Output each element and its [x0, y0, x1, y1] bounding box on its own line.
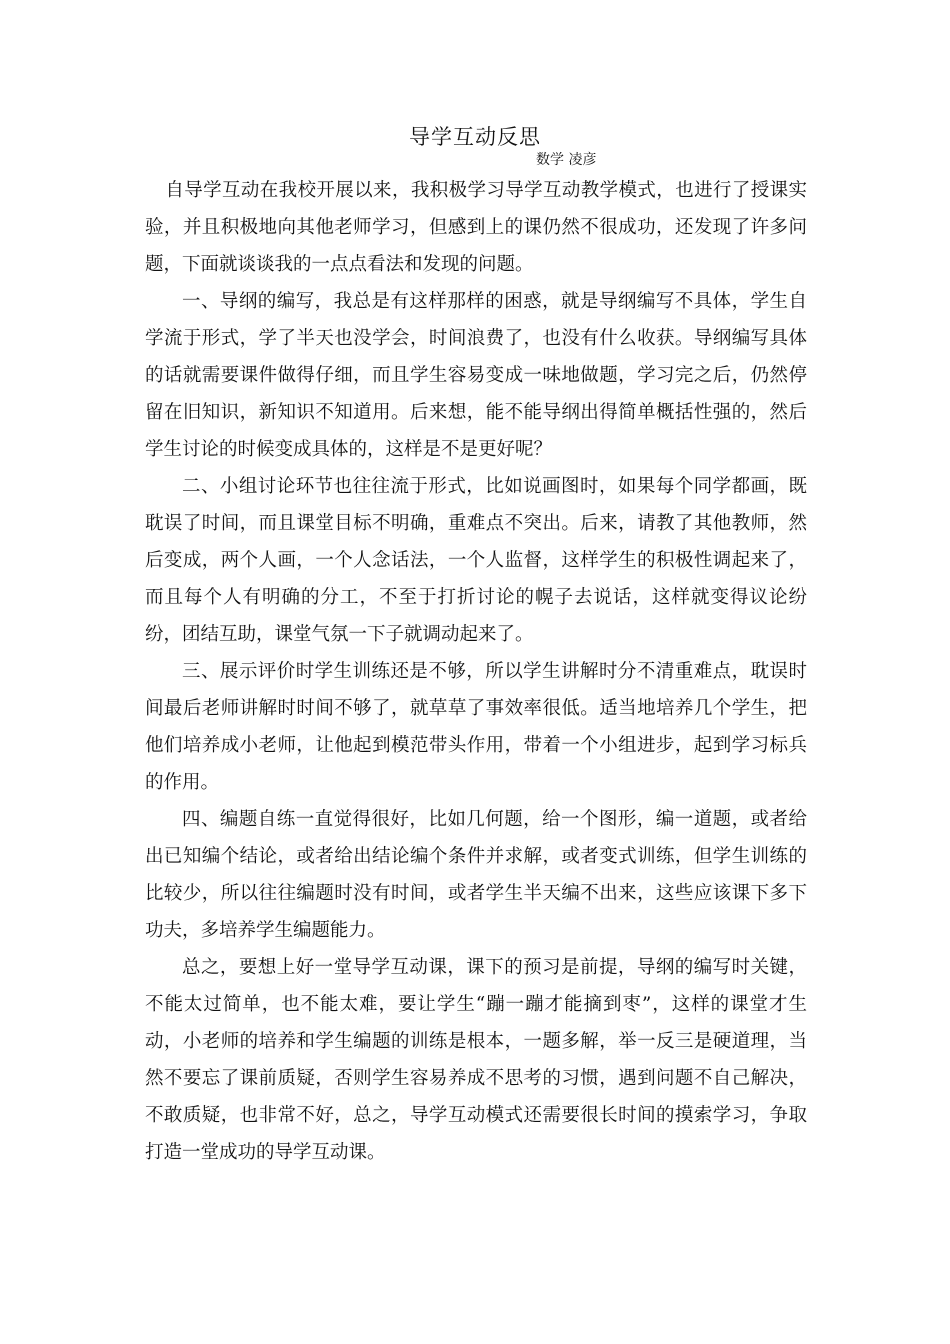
document-author: 数学 凌彦 — [536, 152, 597, 168]
paragraph-conclusion: 总之，要想上好一堂导学互动课，课下的预习是前提，导纲的编写时关键，不能太过简单，也不能太难，要让学生“蹦一蹦才能摘到枣”，这样的课堂才生动，小老师的培养和学生编题的训练是根本，一题多解，举一反三是硬道理，当然不要忘了课前质疑，否则学生容易养成不思考的习惯，遇到问题不自己解决，不敢质疑，也非常不好，总之，导学互动模式还需要很长时间的摸索学习，争取打造一堂成功的导学互动课。 — [145, 957, 807, 1163]
paragraph-point-1: 一、导纲的编写，我总是有这样那样的困惑，就是导纲编写不具体，学生自学流于形式，学了半天也没学会，时间浪费了，也没有什么收获。导纲编写具体的话就需要课件做得仔细，而且学生容易变成一味地做题，学习完之后，仍然停留在旧知识，新知识不知道用。后来想，能不能导纲出得简单概括性强的，然后学生讨论的时候变成具体的，这样是不是更好呢？ — [145, 291, 807, 460]
document-title: 导学互动反思 — [409, 125, 541, 149]
document-body — [145, 172, 807, 1171]
paragraph-intro: 自导学互动在我校开展以来，我积极学习导学互动教学模式，也进行了授课实验，并且积极地向其他老师学习，但感到上的课仍然不很成功，还发现了许多问题，下面就谈谈我的一点点看法和发现的问题。 — [145, 180, 807, 275]
paragraph-point-3: 三、展示评价时学生训练还是不够，所以学生讲解时分不清重难点，耽误时间最后老师讲解时时间不够了，就草草了事效率很低。适当地培养几个学生，把他们培养成小老师，让他起到模范带头作用，带着一个小组进步，起到学习标兵的作用。 — [145, 661, 807, 793]
paragraph-point-4: 四、编题自练一直觉得很好，比如几何题，给一个图形，编一道题，或者给出已知编个结论，或者给出结论编个条件并求解，或者变式训练，但学生训练的比较少，所以往往编题时没有时间，或者学生半天编不出来，这些应该课下多下功夫，多培养学生编题能力。 — [145, 809, 807, 941]
paragraph-point-2: 二、小组讨论环节也往往流于形式，比如说画图时，如果每个同学都画，既耽误了时间，而且课堂目标不明确，重难点不突出。后来，请教了其他教师，然后变成，两个人画，一个人念话法，一个人监督，这样学生的积极性调起来了，而且每个人有明确的分工，不至于打折讨论的幌子去说话，这样就变得议论纷纷，团结互助，课堂气氛一下子就调动起来了。 — [145, 476, 807, 645]
